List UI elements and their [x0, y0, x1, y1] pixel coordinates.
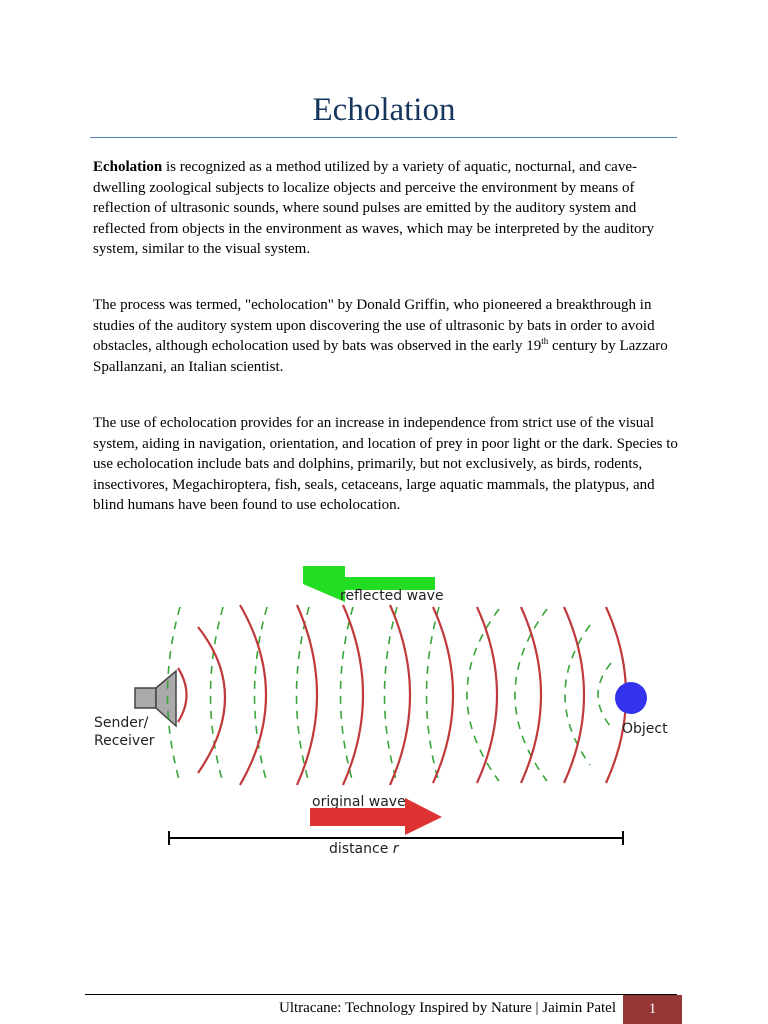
page-title: Echolation	[312, 92, 456, 128]
distance-label	[329, 841, 400, 857]
reflected-waves	[168, 607, 612, 783]
sender-label-line1: Sender/	[94, 715, 149, 731]
footer-text: Ultracane: Technology Inspired by Nature | Jaimin Patel	[279, 1000, 616, 1016]
echolocation-diagram	[85, 555, 685, 865]
paragraph-definition-text: is recognized as a method utilized by a variety of aquatic, nocturnal, and cave-dwelling zoological subjects to localize objects and perceive the environment by means of reflection of ultrasonic sounds, where sound pulses are emitted by the auditory system and reflected from objects in the environment as waves, which may be interpreted by the auditory system, similar to the visual system.	[93, 159, 655, 258]
original-waves	[178, 605, 626, 785]
sender-label	[94, 715, 155, 749]
footer-rule	[85, 994, 677, 995]
reflected-wave-label: reflected wave	[340, 588, 444, 604]
paragraph-history	[93, 295, 678, 377]
page-number: 1	[623, 995, 682, 1024]
original-wave-label: original wave	[312, 794, 406, 810]
paragraph-definition	[93, 157, 678, 260]
distance-label-text: distance	[329, 841, 393, 857]
paragraph-history-text-b: century by Lazzaro Spallanzani, an Italian scientist.	[93, 338, 668, 375]
paragraph-uses: The use of echolocation provides for an increase in independence from strict use of the visual system, aiding in navigation, orientation, and location of prey in poor light or the dark. Species to use echolocation include bats and dolphins, primarily, but not exclusively, as birds, rodents, insectivores, Megachiroptera, fish, seals, cetaceans, large aquatic mammals, the platypus, and blind humans have been found to use echolocation.	[93, 415, 678, 514]
object-label: Object	[622, 721, 668, 737]
title-rule	[90, 137, 677, 138]
superscript-th: th	[541, 336, 549, 347]
paragraph-history-text-a: The process was termed, "echolocation" by Donald Griffin, who pioneered a breakthrough in studies of the auditory system upon discovering the use of ultrasonic by bats in order to avoid obstacles, although echolocation used by bats was observed in the early 19	[93, 297, 655, 355]
distance-variable: r	[392, 841, 399, 857]
term-echolation: Echolation	[93, 159, 163, 175]
sender-label-line2: Receiver	[94, 733, 155, 749]
object-ball	[615, 682, 647, 714]
